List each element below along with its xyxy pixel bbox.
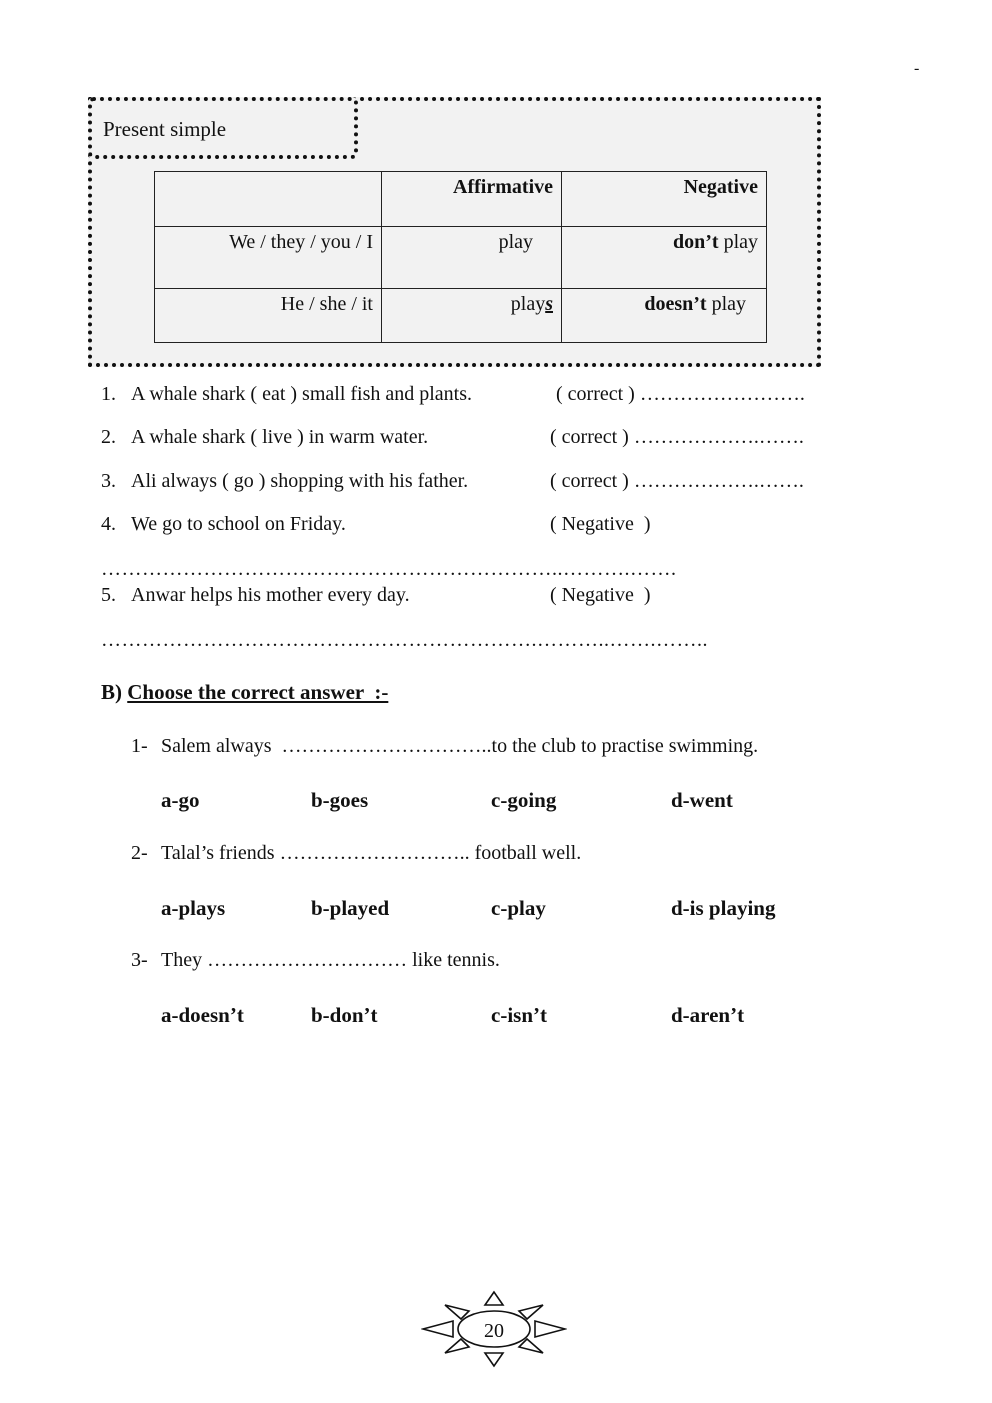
instruction-text: ( Negative ) [550,513,651,535]
table-header-row [155,172,767,227]
negative-verb: play [718,231,758,253]
sun-ray-bottom-right [519,1339,543,1353]
table-header-cell [562,172,767,227]
table-header-cell [382,172,562,227]
question-text: Talal’s friends ……………………….. football well. [161,842,582,864]
option-c[interactable]: c-isn’t [491,1003,547,1027]
affirmative-cell [382,227,562,289]
option-c[interactable]: c-play [491,896,546,920]
question-number: 3- [131,949,148,971]
table-row [155,227,767,289]
section-title: Choose the correct answer :- [127,680,389,704]
page-number: 20 [484,1320,504,1342]
sentence-text: We go to school on Friday. [131,513,346,535]
corner-mark: - [914,60,920,77]
sun-ray-bottom [485,1353,503,1366]
sun-ray-top-right [519,1305,543,1319]
option-b[interactable]: b-don’t [311,1003,378,1027]
section-label: B) [101,680,122,704]
sun-ray-left [423,1321,453,1337]
option-b[interactable]: b-played [311,896,390,920]
option-a[interactable]: a-go [161,788,200,812]
table-row [155,289,767,343]
grammar-title: Present simple [103,117,227,141]
answer-line[interactable]: …………………………………………………………..……….……. [101,558,677,580]
page-number-ornament [421,1289,567,1369]
option-d[interactable]: d-went [671,788,733,812]
sentence-text: Ali always ( go ) shopping with his father. [131,470,469,492]
instruction-text: ( correct ) ……………….……. [550,426,804,448]
sun-ray-top-left [445,1305,469,1319]
instruction-text: ( correct ) ……………….……. [550,470,804,492]
question-number: 2- [131,842,148,864]
item-number: 5. [101,584,116,606]
subject-cell: We / they / you / I [155,227,382,289]
instruction-text: ( Negative ) [550,584,651,606]
item-number: 1. [101,383,116,405]
option-b[interactable]: b-goes [311,788,369,812]
grammar-title-tab [88,97,358,159]
option-d[interactable]: d-aren’t [671,1003,745,1027]
subject-cell: He / she / it [155,289,382,343]
sun-ray-right [535,1321,565,1337]
sentence-text: A whale shark ( live ) in warm water. [131,426,429,448]
present-simple-table [154,171,767,343]
question-text: Salem always …………………………..to the club to practise swimming. [161,735,759,757]
option-a[interactable]: a-doesn’t [161,1003,244,1027]
sun-icon [421,1289,567,1369]
question-number: 1- [131,735,148,757]
negative-cell [562,289,767,343]
negative-auxiliary: doesn’t [644,293,707,315]
option-d[interactable]: d-is playing [671,896,776,920]
item-number: 4. [101,513,116,535]
negative-verb: play [706,293,746,315]
option-c[interactable]: c-going [491,788,557,812]
question-text: They ………………………… like tennis. [161,949,500,971]
negative-cell [562,227,767,289]
item-number: 3. [101,470,116,492]
answer-line[interactable]: ……………………………………………………….………..…….…….. [101,629,708,651]
sun-ray-top [485,1292,503,1305]
header-negative: Negative [683,176,758,198]
section-b-heading [101,680,388,705]
header-affirmative: Affirmative [453,176,553,198]
affirmative-cell [382,289,562,343]
grammar-reference-box [88,97,821,367]
affirmative-verb: play [510,293,546,315]
sentence-text: Anwar helps his mother every day. [131,584,410,606]
instruction-text: ( correct ) ……………………. [556,383,805,405]
affirmative-verb: play [498,231,533,253]
table-header-cell [155,172,382,227]
affirmative-suffix: s [545,293,553,315]
option-a[interactable]: a-plays [161,896,226,920]
negative-auxiliary: don’t [672,231,719,253]
sun-ray-bottom-left [445,1339,469,1353]
sentence-text: A whale shark ( eat ) small fish and plants. [131,383,473,405]
item-number: 2. [101,426,116,448]
